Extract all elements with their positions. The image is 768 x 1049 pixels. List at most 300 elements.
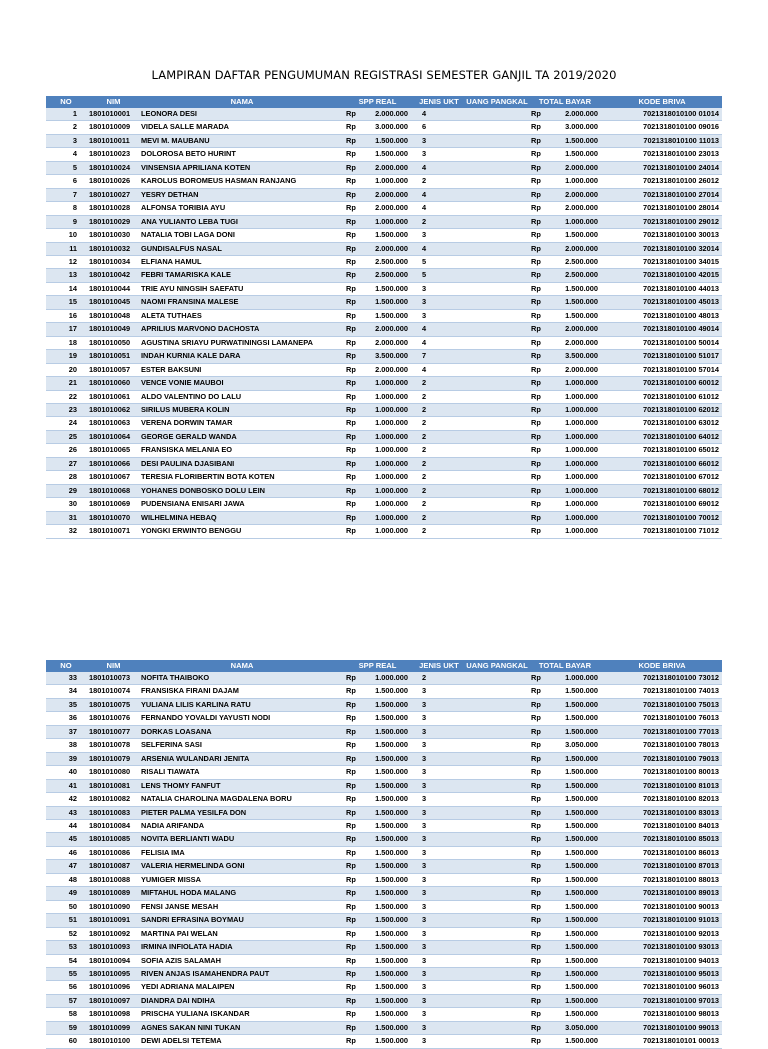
cell-jenis-ukt: 3 — [412, 698, 466, 711]
cell-total-bayar: 1.500.000 — [552, 296, 602, 309]
cell-no: 58 — [46, 1008, 86, 1021]
table-row — [46, 752, 722, 765]
cell-uang-pangkal — [466, 954, 528, 967]
cell-nama: SELFERINA SASI — [141, 739, 343, 752]
header-nama: NAMA — [141, 660, 343, 672]
cell-currency: Rp — [343, 981, 368, 994]
cell-no: 35 — [46, 698, 86, 711]
cell-total-bayar: 1.000.000 — [552, 377, 602, 390]
table-row — [46, 175, 722, 188]
cell-nim: 1801010064 — [86, 430, 141, 443]
header-uang-pangkal: UANG PANGKAL — [466, 661, 528, 670]
cell-spp-real: 1.500.000 — [368, 900, 412, 913]
cell-nama: WILHELMINA HEBAQ — [141, 511, 343, 524]
cell-total-bayar: 1.000.000 — [552, 471, 602, 484]
cell-currency: Rp — [528, 336, 552, 349]
header-kode-briva: KODE BRIVA — [602, 96, 722, 108]
cell-nama: DIANDRA DAI NDIHA — [141, 994, 343, 1007]
cell-total-bayar: 1.500.000 — [552, 981, 602, 994]
cell-no: 5 — [46, 161, 86, 174]
table-row — [46, 255, 722, 268]
cell-total-bayar: 1.000.000 — [552, 498, 602, 511]
header-uang-pangkal: UANG PANGKAL — [466, 97, 528, 106]
cell-nim: 1801010074 — [86, 685, 141, 698]
cell-kode-briva: 7021318010100 88013 — [602, 873, 722, 886]
cell-currency: Rp — [528, 914, 552, 927]
cell-currency: Rp — [528, 698, 552, 711]
header-jenis-ukt: JENIS UKT — [412, 660, 466, 672]
cell-uang-pangkal — [466, 819, 528, 832]
cell-uang-pangkal — [466, 981, 528, 994]
cell-currency: Rp — [528, 148, 552, 161]
cell-total-bayar: 3.000.000 — [552, 121, 602, 134]
table-row — [46, 309, 722, 322]
cell-currency: Rp — [528, 981, 552, 994]
cell-no: 7 — [46, 188, 86, 201]
cell-uang-pangkal — [466, 833, 528, 846]
cell-nama: DOLOROSA BETO HURINT — [141, 148, 343, 161]
cell-jenis-ukt: 3 — [412, 309, 466, 322]
cell-uang-pangkal — [466, 900, 528, 913]
cell-currency: Rp — [343, 941, 368, 954]
cell-nim: 1801010090 — [86, 900, 141, 913]
header-kode-briva: KODE BRIVA — [602, 660, 722, 672]
cell-nim: 1801010050 — [86, 336, 141, 349]
cell-uang-pangkal — [466, 941, 528, 954]
cell-total-bayar: 1.000.000 — [552, 175, 602, 188]
cell-uang-pangkal — [466, 161, 528, 174]
cell-kode-briva: 7021318010100 23013 — [602, 148, 722, 161]
cell-no: 34 — [46, 685, 86, 698]
cell-no: 16 — [46, 309, 86, 322]
cell-nama: DORKAS LOASANA — [141, 725, 343, 738]
cell-currency: Rp — [343, 215, 368, 228]
cell-no: 13 — [46, 269, 86, 282]
cell-currency: Rp — [343, 323, 368, 336]
cell-total-bayar: 1.500.000 — [552, 833, 602, 846]
table-row — [46, 215, 722, 228]
cell-uang-pangkal — [466, 739, 528, 752]
cell-nama: FELISIA IMA — [141, 846, 343, 859]
cell-currency: Rp — [343, 846, 368, 859]
cell-currency: Rp — [343, 242, 368, 255]
cell-kode-briva: 7021318010100 63012 — [602, 417, 722, 430]
cell-nim: 1801010077 — [86, 725, 141, 738]
cell-no: 59 — [46, 1021, 86, 1034]
header-no: NO — [46, 660, 86, 672]
cell-currency: Rp — [343, 336, 368, 349]
cell-nim: 1801010084 — [86, 819, 141, 832]
cell-currency: Rp — [528, 833, 552, 846]
cell-spp-real: 1.500.000 — [368, 806, 412, 819]
table-row — [46, 994, 722, 1007]
cell-uang-pangkal — [466, 725, 528, 738]
cell-nim: 1801010060 — [86, 377, 141, 390]
cell-spp-real: 1.500.000 — [368, 793, 412, 806]
registration-table-2 — [46, 660, 722, 1049]
cell-jenis-ukt: 2 — [412, 215, 466, 228]
cell-jenis-ukt: 3 — [412, 887, 466, 900]
cell-nama: KAROLUS BOROMEUS HASMAN RANJANG — [141, 175, 343, 188]
cell-jenis-ukt: 3 — [412, 914, 466, 927]
cell-nama: ALFONSA TORIBIA AYU — [141, 202, 343, 215]
cell-nama: MIFTAHUL HODA MALANG — [141, 887, 343, 900]
cell-nama: RISALI TIAWATA — [141, 766, 343, 779]
cell-jenis-ukt: 3 — [412, 148, 466, 161]
cell-total-bayar: 1.000.000 — [552, 417, 602, 430]
cell-kode-briva: 7021318010100 27014 — [602, 188, 722, 201]
cell-jenis-ukt: 3 — [412, 806, 466, 819]
cell-currency: Rp — [528, 215, 552, 228]
cell-currency: Rp — [528, 1035, 552, 1048]
cell-kode-briva: 7021318010100 60012 — [602, 377, 722, 390]
cell-kode-briva: 7021318010100 65012 — [602, 444, 722, 457]
table-row — [46, 793, 722, 806]
cell-currency: Rp — [528, 819, 552, 832]
cell-currency: Rp — [528, 377, 552, 390]
cell-currency: Rp — [528, 390, 552, 403]
cell-no: 26 — [46, 444, 86, 457]
table-row — [46, 954, 722, 967]
cell-uang-pangkal — [466, 444, 528, 457]
cell-uang-pangkal — [466, 255, 528, 268]
cell-total-bayar: 1.500.000 — [552, 954, 602, 967]
cell-uang-pangkal — [466, 390, 528, 403]
cell-jenis-ukt: 3 — [412, 739, 466, 752]
cell-kode-briva: 7021318010100 42015 — [602, 269, 722, 282]
cell-spp-real: 1.500.000 — [368, 914, 412, 927]
cell-no: 18 — [46, 336, 86, 349]
cell-total-bayar: 1.000.000 — [552, 430, 602, 443]
cell-currency: Rp — [528, 498, 552, 511]
table-row — [46, 350, 722, 363]
table-header-row — [46, 96, 722, 108]
cell-kode-briva: 7021318010100 94013 — [602, 954, 722, 967]
cell-kode-briva: 7021318010100 79013 — [602, 752, 722, 765]
cell-nim: 1801010067 — [86, 471, 141, 484]
cell-currency: Rp — [343, 255, 368, 268]
cell-kode-briva: 7021318010100 50014 — [602, 336, 722, 349]
cell-jenis-ukt: 3 — [412, 1021, 466, 1034]
cell-total-bayar: 2.000.000 — [552, 108, 602, 121]
table-row — [46, 927, 722, 940]
cell-uang-pangkal — [466, 296, 528, 309]
cell-kode-briva: 7021318010100 93013 — [602, 941, 722, 954]
cell-nama: NATALIA TOBI LAGA DONI — [141, 229, 343, 242]
cell-jenis-ukt: 3 — [412, 1035, 466, 1048]
cell-nim: 1801010032 — [86, 242, 141, 255]
cell-total-bayar: 1.500.000 — [552, 148, 602, 161]
cell-total-bayar: 1.500.000 — [552, 873, 602, 886]
cell-uang-pangkal — [466, 215, 528, 228]
cell-currency: Rp — [343, 148, 368, 161]
cell-spp-real: 1.500.000 — [368, 296, 412, 309]
cell-nim: 1801010094 — [86, 954, 141, 967]
cell-jenis-ukt: 2 — [412, 430, 466, 443]
cell-nim: 1801010079 — [86, 752, 141, 765]
cell-no: 55 — [46, 967, 86, 980]
table-row — [46, 121, 722, 134]
cell-spp-real: 1.500.000 — [368, 712, 412, 725]
cell-no: 56 — [46, 981, 86, 994]
cell-uang-pangkal — [466, 967, 528, 980]
cell-nama: GEORGE GERALD WANDA — [141, 430, 343, 443]
cell-spp-real: 1.500.000 — [368, 1008, 412, 1021]
cell-no: 4 — [46, 148, 86, 161]
cell-jenis-ukt: 2 — [412, 525, 466, 538]
cell-currency: Rp — [343, 498, 368, 511]
cell-nama: LEONORA DESI — [141, 108, 343, 121]
cell-jenis-ukt: 3 — [412, 725, 466, 738]
cell-currency: Rp — [528, 417, 552, 430]
cell-total-bayar: 1.500.000 — [552, 806, 602, 819]
cell-nim: 1801010048 — [86, 309, 141, 322]
cell-currency: Rp — [343, 685, 368, 698]
cell-nim: 1801010078 — [86, 739, 141, 752]
cell-no: 42 — [46, 793, 86, 806]
cell-nim: 1801010091 — [86, 914, 141, 927]
cell-jenis-ukt: 3 — [412, 967, 466, 980]
cell-spp-real: 2.500.000 — [368, 255, 412, 268]
cell-nim: 1801010082 — [86, 793, 141, 806]
cell-no: 43 — [46, 806, 86, 819]
cell-nim: 1801010065 — [86, 444, 141, 457]
cell-nim: 1801010011 — [86, 134, 141, 147]
cell-kode-briva: 7021318010100 91013 — [602, 914, 722, 927]
cell-kode-briva: 7021318010100 82013 — [602, 793, 722, 806]
cell-kode-briva: 7021318010100 75013 — [602, 698, 722, 711]
cell-nim: 1801010001 — [86, 108, 141, 121]
cell-nim: 1801010044 — [86, 282, 141, 295]
cell-total-bayar: 2.500.000 — [552, 269, 602, 282]
cell-jenis-ukt: 3 — [412, 779, 466, 792]
cell-total-bayar: 1.000.000 — [552, 390, 602, 403]
cell-kode-briva: 7021318010100 66012 — [602, 457, 722, 470]
cell-currency: Rp — [343, 900, 368, 913]
cell-spp-real: 1.500.000 — [368, 819, 412, 832]
cell-kode-briva: 7021318010100 67012 — [602, 471, 722, 484]
cell-kode-briva: 7021318010100 87013 — [602, 860, 722, 873]
table-row — [46, 484, 722, 497]
cell-kode-briva: 7021318010100 71012 — [602, 525, 722, 538]
cell-currency: Rp — [343, 819, 368, 832]
table-row — [46, 846, 722, 859]
cell-spp-real: 2.000.000 — [368, 323, 412, 336]
cell-no: 25 — [46, 430, 86, 443]
cell-kode-briva: 7021318010100 61012 — [602, 390, 722, 403]
cell-uang-pangkal — [466, 121, 528, 134]
table-row — [46, 712, 722, 725]
cell-kode-briva: 7021318010100 84013 — [602, 819, 722, 832]
cell-nama: SOFIA AZIS SALAMAH — [141, 954, 343, 967]
cell-nama: NADIA ARIFANDA — [141, 819, 343, 832]
cell-currency: Rp — [343, 712, 368, 725]
cell-nim: 1801010030 — [86, 229, 141, 242]
cell-nim: 1801010092 — [86, 927, 141, 940]
cell-jenis-ukt: 2 — [412, 484, 466, 497]
cell-nama: YOHANES DONBOSKO DOLU LEIN — [141, 484, 343, 497]
cell-uang-pangkal — [466, 282, 528, 295]
cell-currency: Rp — [528, 444, 552, 457]
cell-no: 33 — [46, 672, 86, 685]
table-row — [46, 202, 722, 215]
cell-currency: Rp — [528, 323, 552, 336]
cell-nim: 1801010071 — [86, 525, 141, 538]
cell-total-bayar: 1.500.000 — [552, 282, 602, 295]
cell-uang-pangkal — [466, 498, 528, 511]
cell-spp-real: 1.500.000 — [368, 887, 412, 900]
cell-currency: Rp — [343, 766, 368, 779]
cell-kode-briva: 7021318010100 45013 — [602, 296, 722, 309]
cell-total-bayar: 1.500.000 — [552, 1008, 602, 1021]
cell-total-bayar: 1.500.000 — [552, 846, 602, 859]
cell-nim: 1801010089 — [86, 887, 141, 900]
cell-currency: Rp — [528, 457, 552, 470]
cell-kode-briva: 7021318010100 64012 — [602, 430, 722, 443]
cell-no: 54 — [46, 954, 86, 967]
cell-jenis-ukt: 3 — [412, 793, 466, 806]
cell-nim: 1801010080 — [86, 766, 141, 779]
cell-no: 19 — [46, 350, 86, 363]
table-row — [46, 108, 722, 121]
cell-kode-briva: 7021318010100 99013 — [602, 1021, 722, 1034]
cell-uang-pangkal — [466, 766, 528, 779]
cell-kode-briva: 7021318010100 70012 — [602, 511, 722, 524]
cell-jenis-ukt: 5 — [412, 255, 466, 268]
cell-nama: VALERIA HERMELINDA GONI — [141, 860, 343, 873]
cell-uang-pangkal — [466, 202, 528, 215]
cell-no: 50 — [46, 900, 86, 913]
cell-kode-briva: 7021318010100 74013 — [602, 685, 722, 698]
cell-currency: Rp — [343, 471, 368, 484]
cell-kode-briva: 7021318010100 80013 — [602, 766, 722, 779]
cell-spp-real: 1.500.000 — [368, 685, 412, 698]
cell-no: 21 — [46, 377, 86, 390]
cell-nama: GUNDISALFUS NASAL — [141, 242, 343, 255]
cell-no: 15 — [46, 296, 86, 309]
cell-uang-pangkal — [466, 336, 528, 349]
cell-kode-briva: 7021318010100 32014 — [602, 242, 722, 255]
cell-uang-pangkal — [466, 846, 528, 859]
cell-uang-pangkal — [466, 994, 528, 1007]
cell-currency: Rp — [528, 511, 552, 524]
cell-currency: Rp — [528, 860, 552, 873]
cell-nim: 1801010100 — [86, 1035, 141, 1048]
cell-uang-pangkal — [466, 860, 528, 873]
cell-nama: AGNES SAKAN NINI TUKAN — [141, 1021, 343, 1034]
cell-spp-real: 1.000.000 — [368, 672, 412, 685]
table-row — [46, 1021, 722, 1034]
cell-spp-real: 1.000.000 — [368, 457, 412, 470]
cell-nama: PUDENSIANA ENISARI JAWA — [141, 498, 343, 511]
cell-currency: Rp — [528, 202, 552, 215]
cell-currency: Rp — [528, 941, 552, 954]
cell-currency: Rp — [343, 282, 368, 295]
cell-nama: PRISCHA YULIANA ISKANDAR — [141, 1008, 343, 1021]
cell-total-bayar: 1.000.000 — [552, 215, 602, 228]
cell-kode-briva: 7021318010100 76013 — [602, 712, 722, 725]
cell-jenis-ukt: 3 — [412, 941, 466, 954]
cell-no: 45 — [46, 833, 86, 846]
table-row — [46, 471, 722, 484]
table-row — [46, 498, 722, 511]
table-row — [46, 900, 722, 913]
table-row — [46, 860, 722, 873]
cell-nama: FERNANDO YOVALDI YAYUSTI NODI — [141, 712, 343, 725]
cell-currency: Rp — [528, 1008, 552, 1021]
cell-nama: DESI PAULINA DJASIBANI — [141, 457, 343, 470]
cell-currency: Rp — [343, 121, 368, 134]
cell-spp-real: 1.500.000 — [368, 309, 412, 322]
table-row — [46, 323, 722, 336]
cell-uang-pangkal — [466, 511, 528, 524]
cell-currency: Rp — [343, 350, 368, 363]
cell-currency: Rp — [528, 739, 552, 752]
cell-currency: Rp — [343, 725, 368, 738]
cell-total-bayar: 1.500.000 — [552, 900, 602, 913]
cell-nama: PIETER PALMA YESILFA DON — [141, 806, 343, 819]
cell-spp-real: 1.500.000 — [368, 134, 412, 147]
cell-jenis-ukt: 3 — [412, 927, 466, 940]
table-row — [46, 1035, 722, 1048]
cell-total-bayar: 1.000.000 — [552, 457, 602, 470]
cell-currency: Rp — [528, 1021, 552, 1034]
cell-jenis-ukt: 2 — [412, 511, 466, 524]
cell-nim: 1801010023 — [86, 148, 141, 161]
cell-total-bayar: 2.500.000 — [552, 255, 602, 268]
cell-currency: Rp — [343, 309, 368, 322]
cell-jenis-ukt: 4 — [412, 363, 466, 376]
cell-nim: 1801010066 — [86, 457, 141, 470]
cell-no: 30 — [46, 498, 86, 511]
cell-jenis-ukt: 3 — [412, 712, 466, 725]
cell-jenis-ukt: 3 — [412, 846, 466, 859]
cell-currency: Rp — [528, 887, 552, 900]
cell-jenis-ukt: 5 — [412, 269, 466, 282]
cell-currency: Rp — [528, 672, 552, 685]
cell-uang-pangkal — [466, 188, 528, 201]
cell-spp-real: 1.500.000 — [368, 954, 412, 967]
cell-currency: Rp — [528, 779, 552, 792]
cell-jenis-ukt: 4 — [412, 323, 466, 336]
cell-currency: Rp — [343, 525, 368, 538]
cell-jenis-ukt: 3 — [412, 900, 466, 913]
cell-spp-real: 1.500.000 — [368, 994, 412, 1007]
cell-spp-real: 2.000.000 — [368, 363, 412, 376]
cell-kode-briva: 7021318010100 89013 — [602, 887, 722, 900]
cell-kode-briva: 7021318010100 62012 — [602, 403, 722, 416]
table-row — [46, 779, 722, 792]
cell-currency: Rp — [528, 685, 552, 698]
registration-table-1 — [46, 96, 722, 539]
cell-currency: Rp — [343, 161, 368, 174]
table-row — [46, 981, 722, 994]
cell-spp-real: 1.500.000 — [368, 698, 412, 711]
cell-kode-briva: 7021318010100 90013 — [602, 900, 722, 913]
cell-no: 11 — [46, 242, 86, 255]
cell-jenis-ukt: 3 — [412, 994, 466, 1007]
cell-nama: ANA YULIANTO LEBA TUGI — [141, 215, 343, 228]
cell-jenis-ukt: 3 — [412, 981, 466, 994]
cell-currency: Rp — [528, 134, 552, 147]
cell-kode-briva: 7021318010100 11013 — [602, 134, 722, 147]
cell-total-bayar: 1.500.000 — [552, 887, 602, 900]
cell-nim: 1801010096 — [86, 981, 141, 994]
page-title: LAMPIRAN DAFTAR PENGUMUMAN REGISTRASI SEMESTER GANJIL TA 2019/2020 — [151, 68, 617, 82]
cell-spp-real: 3.000.000 — [368, 121, 412, 134]
header-nim: NIM — [86, 96, 141, 108]
cell-kode-briva: 7021318010100 01014 — [602, 108, 722, 121]
